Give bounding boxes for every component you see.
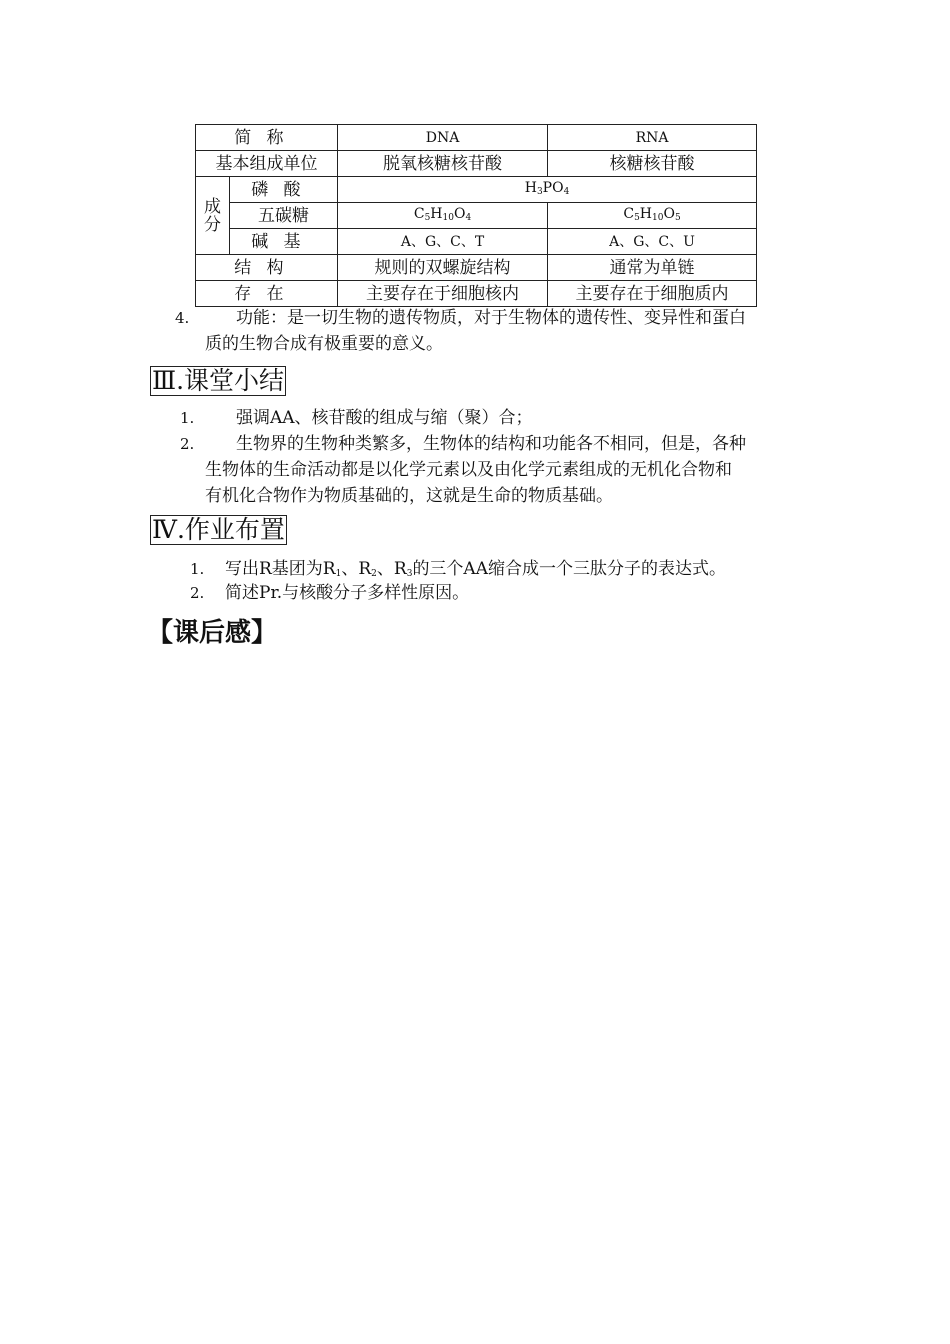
table-row [196, 229, 757, 255]
section-heading-summary: Ⅲ.课堂小结 [152, 366, 285, 395]
after-class-heading: 【课后感】 [147, 618, 278, 648]
table-row [196, 125, 757, 151]
table-cell: 结构 [196, 255, 338, 281]
table-cell: 规则的双螺旋结构 [338, 255, 548, 281]
table-cell: A、G、C、T [338, 229, 548, 255]
list-number: 1. [190, 560, 205, 578]
paragraph-line: 写出R基团为$R_1$、$R_2$、$R_3$的三个AA缩合成一个三肽分子的表达式。 [225, 559, 726, 579]
composition-label-char: 分 [204, 214, 221, 235]
table-row [196, 281, 757, 307]
table-cell: 通常为单链 [548, 255, 757, 281]
table-row [196, 151, 757, 177]
table-cell: 磷酸 [230, 177, 338, 203]
table-header-name: 简称 [196, 125, 338, 151]
formula-cell: $H_3PO_4$ [338, 177, 757, 203]
paragraph-line: 简述Pr.与核酸分子多样性原因。 [225, 583, 470, 603]
list-number: 2. [190, 584, 205, 602]
list-number: 2. [180, 435, 195, 453]
list-number: 1. [180, 409, 195, 427]
composition-label-char: 成 [204, 196, 221, 217]
paragraph-line: 生物体的生命活动都是以化学元素以及由化学元素组成的无机化合物和 [205, 460, 732, 480]
formula-cell: $C_5H_{10}O_5$ [548, 203, 757, 229]
composition-label-cell [196, 177, 230, 255]
table-header-dna: DNA [338, 125, 548, 151]
table-cell: 碱基 [230, 229, 338, 255]
table-row [196, 203, 757, 229]
table-row [196, 177, 757, 203]
table-cell: A、G、C、U [548, 229, 757, 255]
section-heading-homework: Ⅳ.作业布置 [152, 515, 285, 544]
paragraph-line: 有机化合物作为物质基础的，这就是生命的物质基础。 [205, 486, 613, 506]
dna-rna-comparison-table [195, 124, 757, 307]
table-cell: 基本组成单位 [196, 151, 338, 177]
table-cell: 主要存在于细胞质内 [548, 281, 757, 307]
paragraph-line: 质的生物合成有极重要的意义。 [205, 334, 443, 354]
table-header-rna: RNA [548, 125, 757, 151]
table-cell: 主要存在于细胞核内 [338, 281, 548, 307]
paragraph-line: 强调AA、核苷酸的组成与缩（聚）合； [236, 408, 533, 428]
table-cell: 核糖核苷酸 [548, 151, 757, 177]
list-number: 4. [175, 309, 190, 327]
formula-cell: $C_5H_{10}O_4$ [338, 203, 548, 229]
table-cell: 存在 [196, 281, 338, 307]
table-row [196, 255, 757, 281]
table-cell: 脱氧核糖核苷酸 [338, 151, 548, 177]
table-cell: 五碳糖 [230, 203, 338, 229]
paragraph-line: 功能：是一切生物的遗传物质，对于生物体的遗传性、变异性和蛋白 [236, 308, 746, 328]
paragraph-line: 生物界的生物种类繁多，生物体的结构和功能各不相同，但是，各种 [236, 434, 746, 454]
